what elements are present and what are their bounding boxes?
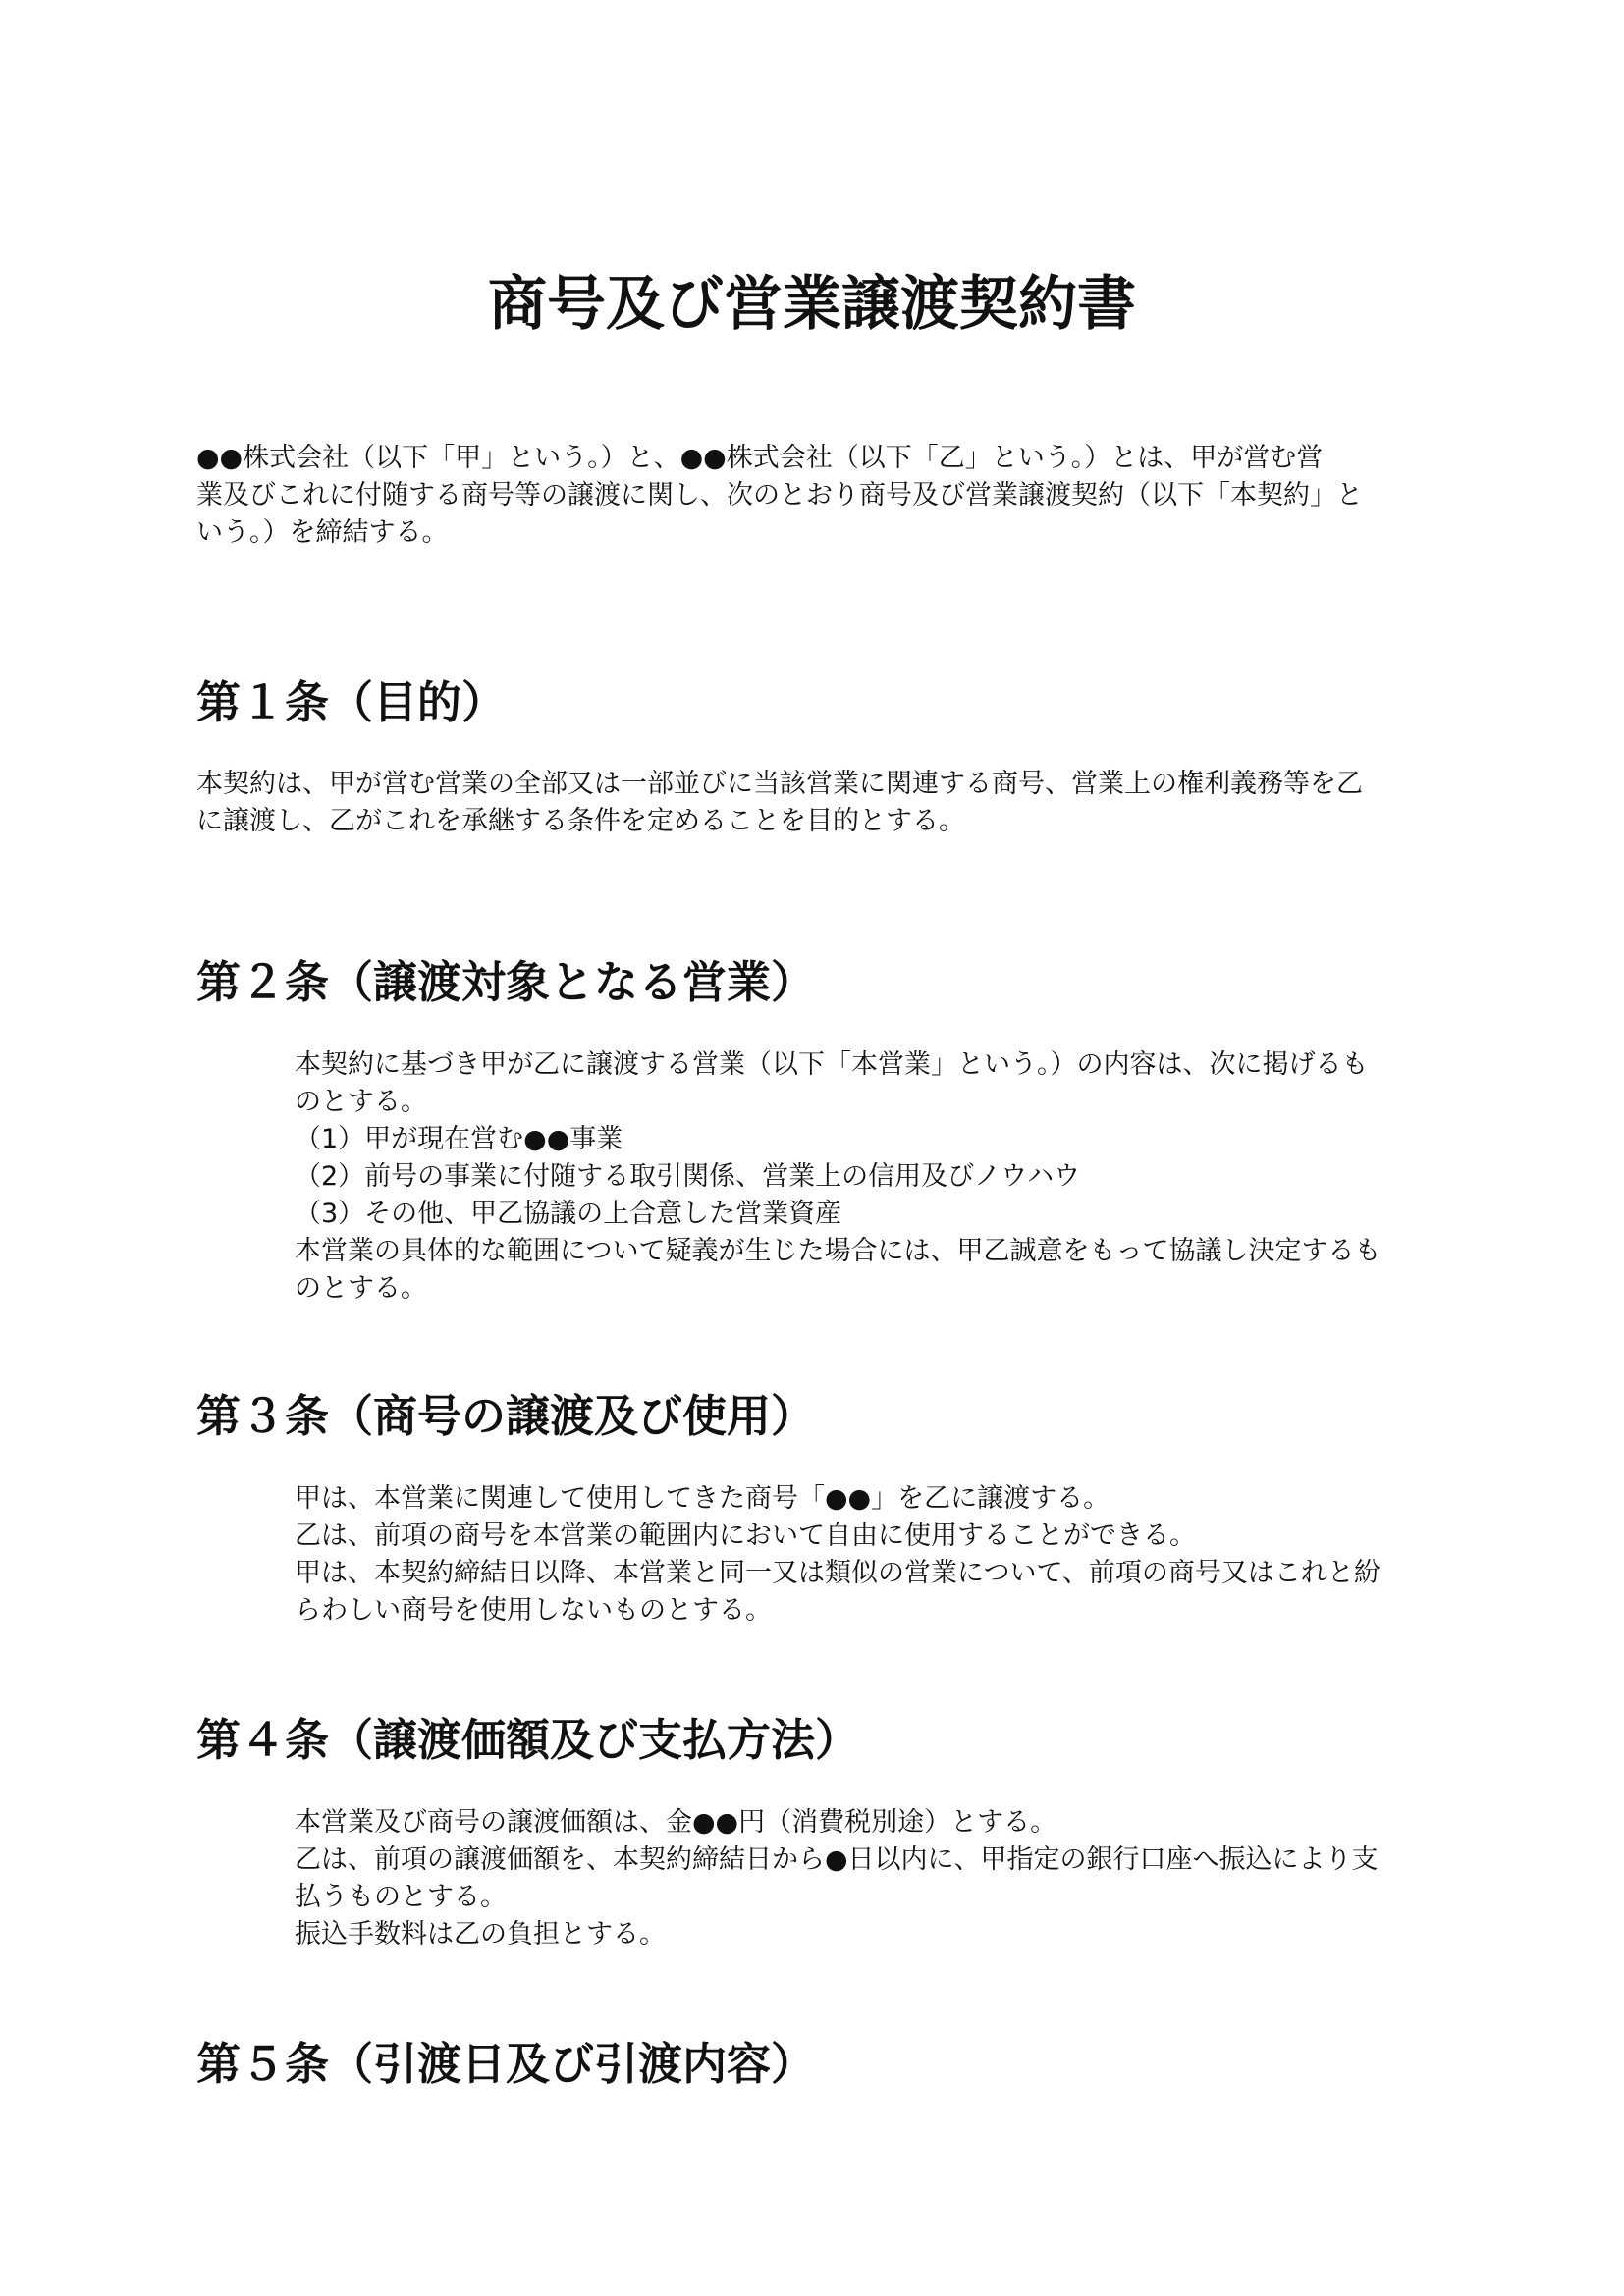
article-3-heading: 第３条（商号の譲渡及び使用） [196, 1390, 816, 1442]
article-1-line: 本契約は、甲が営む営業の全部又は一部並びに当該営業に関連する商号、営業上の権利義務等を乙 [196, 769, 1363, 799]
article-4-line: 払うものとする。 [295, 1882, 507, 1912]
article-1-body [196, 766, 1434, 840]
preamble: ●●株式会社（以下「甲」という。）と、●●株式会社（以下「乙」という。）とは、甲が営む営 業及びこれに付随する商号等の譲渡に関し、次のとおり商号及び営業譲渡契約（以下「本契約」と いう。）を締結する。 [196, 443, 1363, 548]
article-1-heading: 第１条（目的） [196, 676, 507, 728]
document-title: 商号及び営業譲渡契約書 [488, 270, 1136, 339]
article-3-line: 乙は、前項の商号を本営業の範囲内において自由に使用することができる。 [295, 1521, 1196, 1551]
article-2-line: のとする。 [295, 1087, 427, 1117]
article-4-line: 乙は、前項の譲渡価額を、本契約締結日から●日以内に、甲指定の銀行口座へ振込により支 [295, 1844, 1379, 1875]
article-2-heading: 第２条（譲渡対象となる営業） [196, 956, 816, 1008]
article-3-body [295, 1480, 1434, 1629]
article-2-line: のとする。 [295, 1273, 427, 1304]
article-2-body [295, 1046, 1434, 1308]
article-2-line: （1）甲が現在営む●●事業 [295, 1124, 623, 1154]
article-2-line: 本契約に基づき甲が乙に譲渡する営業（以下「本営業」という。）の内容は、次に掲げるも [295, 1049, 1369, 1080]
article-5-heading: 第５条（引渡日及び引渡内容） [196, 2038, 816, 2090]
article-4-heading: 第４条（譲渡価額及び支払方法） [196, 1714, 860, 1766]
article-1-line: に譲渡し、乙がこれを承継する条件を定めることを目的とする。 [196, 806, 965, 836]
article-3-line: らわしい商号を使用しないものとする。 [295, 1595, 772, 1626]
article-2-line: 本営業の具体的な範囲について疑義が生じた場合には、甲乙誠意をもって協議し決定するも [295, 1236, 1381, 1266]
article-4-line: 本営業及び商号の譲渡価額は、金●●円（消費税別途）とする。 [295, 1807, 1057, 1838]
article-3-line: 甲は、本契約締結日以降、本営業と同一又は類似の営業について、前項の商号又はこれと紛 [295, 1558, 1380, 1588]
article-2-line: （3）その他、甲乙協議の上合意した営業資産 [295, 1199, 842, 1229]
article-4-body [295, 1804, 1434, 1953]
article-2-line: （2）前号の事業に付随する取引関係、営業上の信用及びノウハウ [295, 1161, 1081, 1192]
article-4-line: 振込手数料は乙の負担とする。 [295, 1919, 666, 1949]
article-3-line: 甲は、本営業に関連して使用してきた商号「●●」を乙に譲渡する。 [295, 1483, 1110, 1514]
